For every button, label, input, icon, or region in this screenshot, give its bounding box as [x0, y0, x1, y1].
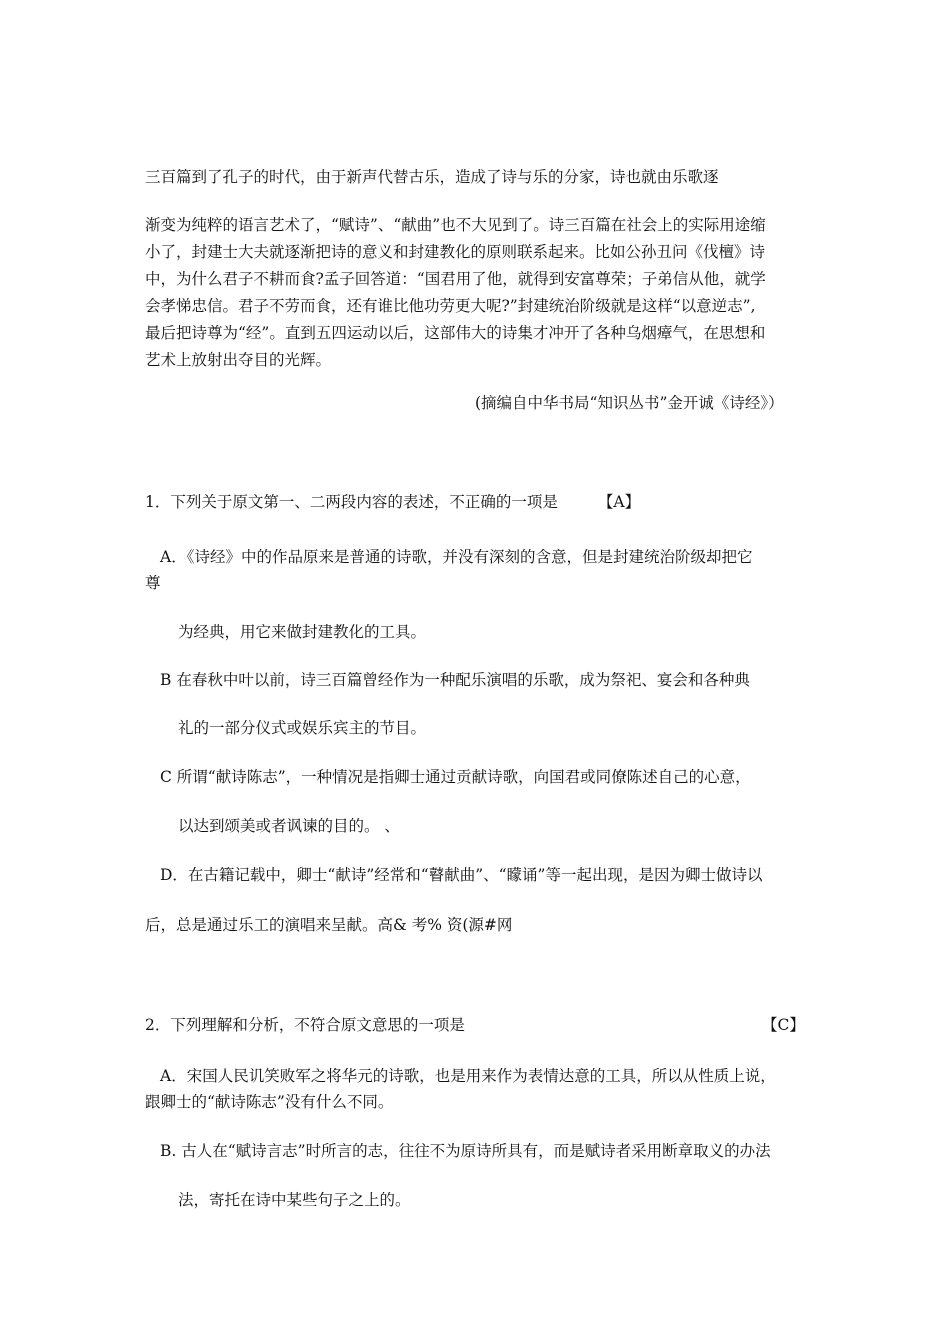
question-text: 1．下列关于原文第一、二两段内容的表述，不正确的一项是 [145, 493, 558, 511]
option-b-cont: 法，寄托在诗中某些句子之上的。 [178, 1191, 411, 1209]
question-text: 2．下列理解和分析，不符合原文意思的一项是 [145, 1016, 465, 1034]
option-a: A．宋国人民讥笑败军之将华元的诗歌，也是用来作为表情达意的工具，所以从性质上说， [160, 1067, 776, 1085]
question-stem [145, 492, 640, 512]
option-d: D．在古籍记载中，卿士“献诗”经常和“瞽献曲”、“矇诵”等一起出现，是因为卿士做诗以 [160, 866, 763, 884]
answer-badge: 【A】 [597, 493, 641, 511]
option-b: B. 古人在“赋诗言志”时所言的志，往往不为原诗所具有，而是赋诗者采用断章取义的办法 [160, 1142, 771, 1160]
answer-badge: 【C】 [762, 1016, 805, 1034]
passage-line: 中，为什么君子不耕而食?孟子回答道：“国君用了他，就得到安富尊荣；子弟信从他，就学 [145, 270, 766, 288]
passage-line: 小了，封建士大夫就逐渐把诗的意义和封建教化的原则联系起来。比如公孙丑问《伐檀》诗 [145, 243, 766, 261]
option-c: C 所谓“献诗陈志”，一种情况是指卿士通过贡献诗歌，向国君或同僚陈述自己的心意， [160, 768, 751, 786]
passage-line: 会孝悌忠信。君子不劳而食，还有谁比他功劳更大呢?”封建统治阶级就是这样“以意逆志”, [145, 297, 756, 315]
option-a-cont: 为经典，用它来做封建教化的工具。 [178, 623, 427, 641]
passage-line: 三百篇到了孔子的时代，由于新声代替古乐，造成了诗与乐的分家，诗也就由乐歌逐 [145, 168, 719, 186]
option-b-cont: 礼的一部分仪式或娱乐宾主的节目。 [178, 719, 427, 737]
option-a-cont: 尊 [145, 574, 161, 592]
option-a: A．《诗经》中的作品原来是普通的诗歌，并没有深刻的含意，但是封建统治阶级却把它 [160, 548, 753, 566]
passage-line: 最后把诗尊为“经”。直到五四运动以后，这部伟大的诗集才冲开了各种乌烟瘴气，在思想和 [145, 324, 766, 342]
option-c-cont: 以达到颂美或者讽谏的目的。 、 [178, 817, 400, 835]
option-a-cont: 跟卿士的“献诗陈志”没有什么不同。 [145, 1093, 394, 1111]
passage-line: 艺术上放射出夺目的光辉。 [145, 351, 332, 369]
option-d-cont: 后，总是通过乐工的演唱来呈献。高& 考% 资(源#网 [145, 916, 513, 934]
option-b: B 在春秋中叶以前，诗三百篇曾经作为一种配乐演唱的乐歌，成为祭祀、宴会和各种典 [160, 671, 750, 689]
source-citation: (摘编自中华书局“知识丛书”金开诚《诗经》） [475, 394, 784, 412]
passage-line: 渐变为纯粹的语言艺术了，“赋诗”、“献曲”也不大见到了。诗三百篇在社会上的实际用途缩 [145, 216, 766, 234]
